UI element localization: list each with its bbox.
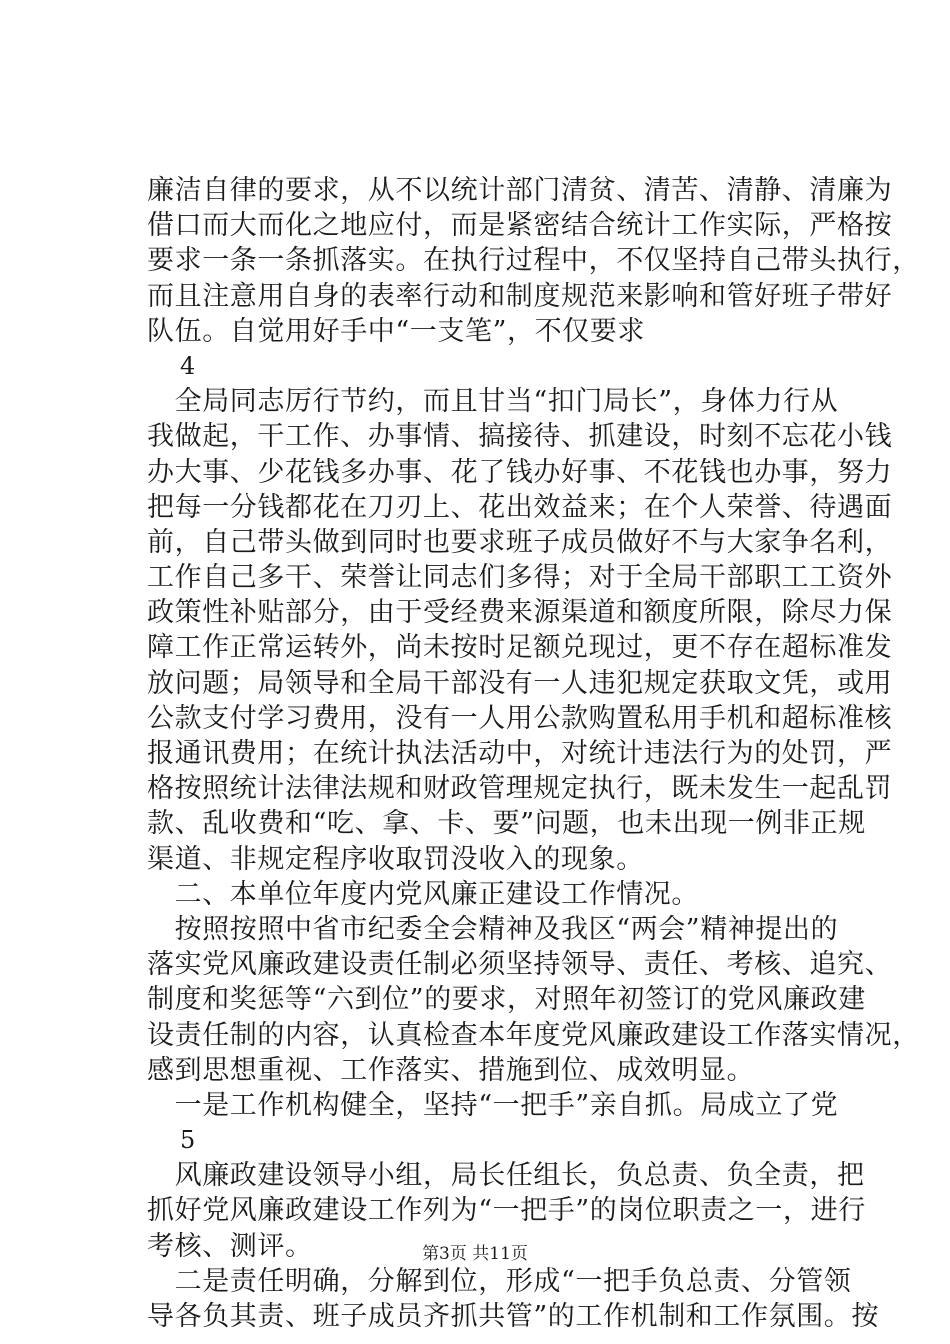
text-line: 风廉政建设领导小组，局长任组长，负总责、负全责，把 [147, 1160, 865, 1192]
text-line: 设责任制的内容，认真检查本年度党风廉政建设工作落实情况， [147, 1019, 920, 1051]
page-marker: 4 [180, 351, 196, 380]
text-line: 考核、测评。 [147, 1230, 313, 1262]
text-line: 款、乱收费和“吃、拿、卡、要”问题，也未出现一例非正规 [147, 808, 866, 840]
text-line: 一是工作机构健全，坚持“一把手”亲自抓。局成立了党 [147, 1089, 839, 1121]
text-line: 导各负其责、班子成员齐抓共管”的工作机制和工作氛围。按 [147, 1301, 880, 1332]
text-line: 放问题；局领导和全局干部没有一人违犯规定获取文凭，或用 [147, 667, 893, 699]
text-line: 而且注意用自身的表率行动和制度规范来影响和管好班子带好 [147, 280, 893, 312]
text-line: 障工作正常运转外，尚未按时足额兑现过，更不存在超标准发 [147, 632, 893, 664]
text-line: 工作自己多干、荣誉让同志们多得；对于全局干部职工工资外 [147, 562, 893, 594]
text-line: 政策性补贴部分，由于受经费来源渠道和额度所限，除尽力保 [147, 597, 893, 629]
text-line: 抓好党风廉政建设工作列为“一把手”的岗位职责之一，进行 [147, 1195, 866, 1227]
text-line: 渠道、非规定程序收取罚没收入的现象。 [147, 843, 644, 875]
text-line: 报通讯费用；在统计执法活动中，对统计违法行为的处罚，严 [147, 738, 893, 769]
text-line: 队伍。自觉用好手中“一支笔”，不仅要求 [147, 315, 646, 347]
text-line: 公款支付学习费用，没有一人用公款购置私用手机和超标准核 [147, 702, 893, 734]
text-line: 格按照统计法律法规和财政管理规定执行，既未发生一起乱罚 [147, 773, 893, 805]
text-line: 落实党风廉政建设责任制必须坚持领导、责任、考核、追究、 [147, 949, 893, 981]
section-heading: 二、本单位年度内党风廉正建设工作情况。 [147, 878, 699, 910]
text-line: 我做起，干工作、办事情、搞接待、抓建设，时刻不忘花小钱 [147, 421, 893, 453]
text-line: 借口而大而化之地应付，而是紧密结合统计工作实际，严格按 [147, 210, 893, 242]
text-line: 前，自己带头做到同时也要求班子成员做好不与大家争名利， [147, 526, 893, 558]
text-line: 二是责任明确，分解到位，形成“一把手负总责、分管领 [147, 1265, 852, 1297]
text-line: 感到思想重视、工作落实、措施到位、成效明显。 [147, 1054, 755, 1086]
page-footer: 第3页 共11页 [422, 1244, 528, 1264]
text-line: 办大事、少花钱多办事、花了钱办好事、不花钱也办事，努力 [147, 456, 893, 488]
body-text [147, 173, 920, 1334]
text-line: 廉洁自律的要求，从不以统计部门清贫、清苦、清静、清廉为 [147, 175, 893, 206]
page-marker: 5 [180, 1126, 196, 1155]
text-line: 制度和奖惩等“六到位”的要求，对照年初签订的党风廉政建 [147, 984, 866, 1016]
text-line: 把每一分钱都花在刀刃上、花出效益来；在个人荣誉、待遇面 [147, 491, 893, 523]
text-line: 按照按照中省市纪委全会精神及我区“两会”精神提出的 [147, 913, 839, 945]
text-line: 全局同志厉行节约，而且甘当“扣门局长”，身体力行从 [147, 386, 839, 418]
text-line: 要求一条一条抓落实。在执行过程中，不仅坚持自己带头执行， [147, 245, 920, 277]
